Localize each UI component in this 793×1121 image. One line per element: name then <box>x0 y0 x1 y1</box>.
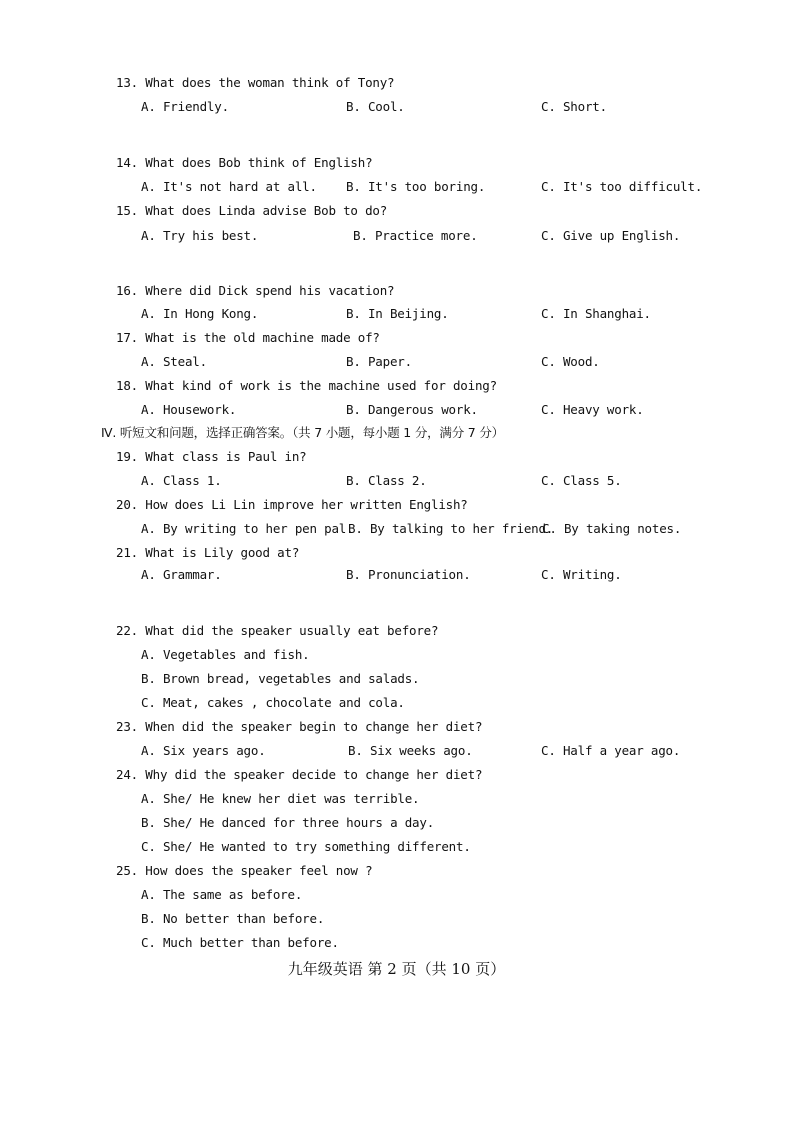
q24-option-b: B. She/ He danced for three hours a day. <box>141 815 435 830</box>
question-19: 19. What class is Paul in? <box>116 449 307 464</box>
page-footer: 九年级英语 第 2 页（共 10 页） <box>287 960 506 978</box>
q22-option-c: C. Meat, cakes , chocolate and cola. <box>141 695 405 710</box>
q16-option-b: B. In Beijing. <box>346 306 449 321</box>
q14-option-a: A. It's not hard at all. <box>141 179 317 194</box>
q18-option-c: C. Heavy work. <box>541 402 644 417</box>
q25-option-c: C. Much better than before. <box>141 935 339 950</box>
q16-option-c: C. In Shanghai. <box>541 306 651 321</box>
question-15: 15. What does Linda advise Bob to do? <box>116 203 388 218</box>
q14-option-b: B. It's too boring. <box>346 179 486 194</box>
q23-option-b: B. Six weeks ago. <box>348 743 473 758</box>
question-22: 22. What did the speaker usually eat before? <box>116 623 439 638</box>
q19-option-b: B. Class 2. <box>346 473 427 488</box>
question-20: 20. How does Li Lin improve her written English? <box>116 497 468 512</box>
q19-option-a: A. Class 1. <box>141 473 222 488</box>
q15-option-a: A. Try his best. <box>141 228 259 243</box>
question-14: 14. What does Bob think of English? <box>116 155 373 170</box>
q24-option-a: A. She/ He knew her diet was terrible. <box>141 791 420 806</box>
section-iv-heading: Ⅳ. 听短文和问题，选择正确答案。（共 7 小题，每小题 1 分，满分 7 分） <box>101 425 504 440</box>
q17-option-a: A. Steal. <box>141 354 207 369</box>
question-21: 21. What is Lily good at? <box>116 545 300 560</box>
q17-option-c: C. Wood. <box>541 354 600 369</box>
q21-option-a: A. Grammar. <box>141 567 222 582</box>
q25-option-a: A. The same as before. <box>141 887 303 902</box>
q20-option-c: C. By taking notes. <box>542 521 682 536</box>
q24-option-c: C. She/ He wanted to try something different. <box>141 839 471 854</box>
q23-option-c: C. Half a year ago. <box>541 743 681 758</box>
q22-option-b: B. Brown bread, vegetables and salads. <box>141 671 420 686</box>
question-24: 24. Why did the speaker decide to change her diet? <box>116 767 483 782</box>
q15-option-c: C. Give up English. <box>541 228 681 243</box>
question-17: 17. What is the old machine made of? <box>116 330 380 345</box>
q13-option-b: B. Cool. <box>346 99 405 114</box>
question-25: 25. How does the speaker feel now ? <box>116 863 373 878</box>
q22-option-a: A. Vegetables and fish. <box>141 647 310 662</box>
q13-option-c: C. Short. <box>541 99 607 114</box>
q20-option-b: B. By talking to her friend. <box>348 521 554 536</box>
q15-option-b: B. Practice more. <box>353 228 478 243</box>
question-16: 16. Where did Dick spend his vacation? <box>116 283 395 298</box>
question-23: 23. When did the speaker begin to change her diet? <box>116 719 483 734</box>
q20-option-a: A. By writing to her pen pal. <box>141 521 354 536</box>
question-13: 13. What does the woman think of Tony? <box>116 75 395 90</box>
q16-option-a: A. In Hong Kong. <box>141 306 259 321</box>
q17-option-b: B. Paper. <box>346 354 412 369</box>
q14-option-c: C. It's too difficult. <box>541 179 703 194</box>
q18-option-a: A. Housework. <box>141 402 237 417</box>
q23-option-a: A. Six years ago. <box>141 743 266 758</box>
q13-option-a: A. Friendly. <box>141 99 229 114</box>
q21-option-c: C. Writing. <box>541 567 622 582</box>
q25-option-b: B. No better than before. <box>141 911 325 926</box>
q21-option-b: B. Pronunciation. <box>346 567 471 582</box>
q18-option-b: B. Dangerous work. <box>346 402 478 417</box>
q19-option-c: C. Class 5. <box>541 473 622 488</box>
question-18: 18. What kind of work is the machine used for doing? <box>116 378 497 393</box>
